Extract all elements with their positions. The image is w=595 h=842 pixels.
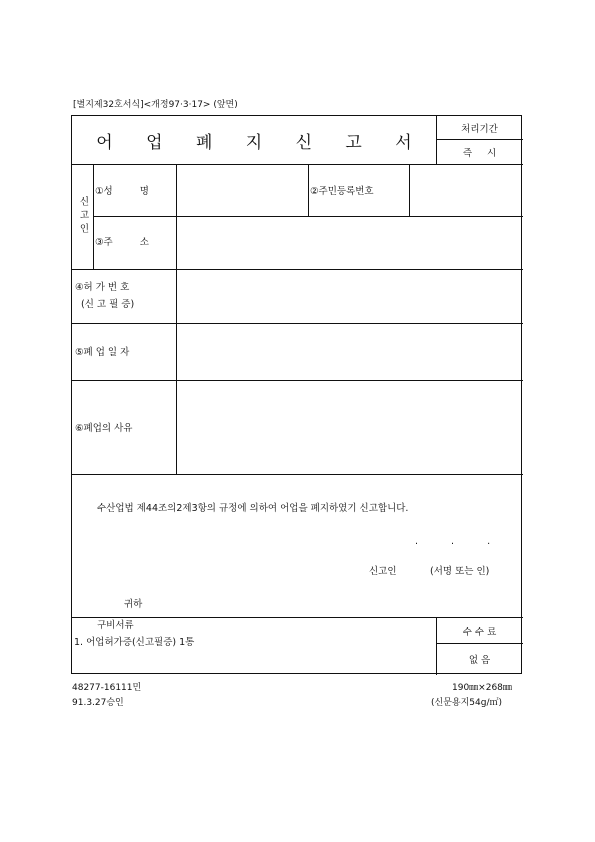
form-reference: [별지제32호서식]<개정97·3·17> (앞면)	[73, 100, 238, 110]
fee-value: 없 음	[468, 655, 491, 666]
signer-label: 신고인	[369, 566, 397, 577]
footer-code: 48277-16111민	[72, 683, 142, 693]
footer-paper: (신문용지54g/㎡)	[431, 698, 502, 708]
reporter-group-label: 신고인	[77, 196, 89, 237]
attachments-item: 1. 어업허가증(신고필증) 1통	[74, 637, 195, 648]
footer-size: 190㎜×268㎜	[452, 683, 512, 693]
signer-note: (서명 또는 인)	[430, 566, 490, 577]
resident-no-field[interactable]	[410, 165, 522, 215]
address-label: ③주 소	[95, 237, 149, 248]
declaration-statement: 수산업법 제44조의2제3항의 규정에 의하여 어업을 폐지하였기 신고합니다.	[97, 503, 409, 514]
reporter-group	[72, 164, 93, 269]
closure-reason-label: ⑥폐업의 사유	[75, 423, 133, 434]
report-form	[71, 115, 522, 674]
name-label: ①성 명	[95, 186, 149, 197]
attachments-label: 구비서류	[97, 620, 134, 631]
address-field[interactable]	[177, 217, 522, 268]
divider	[72, 474, 523, 475]
closure-date-field[interactable]	[177, 324, 522, 379]
addressee: 귀하	[124, 599, 143, 610]
permit-no-field[interactable]	[177, 270, 522, 322]
permit-no-sub-label: (신 고 필 증)	[81, 299, 135, 310]
divider	[308, 164, 309, 216]
form-title: 어 업 폐 지 신 고 서	[96, 132, 426, 153]
date-placeholder: . . .	[415, 536, 491, 547]
permit-no-label: ④허 가 번 호	[75, 282, 130, 293]
name-field[interactable]	[177, 165, 308, 215]
processing-period-label: 처리기간	[461, 123, 498, 135]
closure-reason-field[interactable]	[177, 381, 522, 473]
resident-no-label: ②주민등록번호	[310, 186, 374, 197]
processing-period-value: 즉 시	[462, 148, 503, 159]
closure-date-label: ⑤폐 업 일 자	[75, 347, 130, 358]
fee-label: 수 수 료	[462, 626, 497, 638]
footer-approval: 91.3.27승인	[72, 698, 124, 708]
